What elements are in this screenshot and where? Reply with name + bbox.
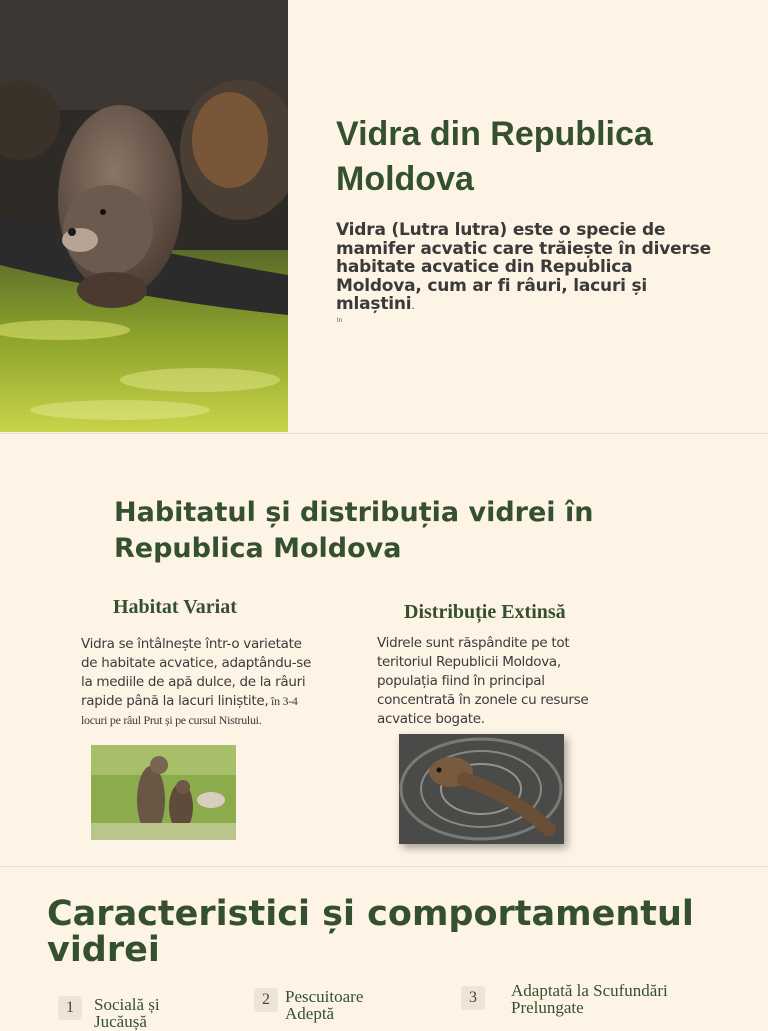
- feature-label: Socială și Jucăușă: [94, 995, 160, 1031]
- otter-swimming-photo: [399, 734, 564, 844]
- habitat-variat-main: Vidra se întâlnește într-o varietate de habitate acvatice, adaptându-se la mediile de apă dulce, de la râuri rapide până la lacuri liniștite,: [81, 636, 312, 709]
- feature-number: 3: [461, 986, 485, 1010]
- slide-intro: [0, 0, 768, 432]
- habitat-variat-extra: în 3-4 locuri pe râul Prut și pe cursul Nistrului.: [81, 694, 298, 727]
- page-title: Vidra din Republica Moldova: [336, 115, 653, 198]
- feature-item-2: [254, 988, 395, 1022]
- feature-label: Adaptată la Scufundări Prelungate: [511, 981, 668, 1017]
- distributie-text: Vidrele sunt răspândite pe tot teritoriul Republicii Moldova, populația fiind în principal concentrată în zonele cu resurse acvatice bogate.: [377, 635, 589, 727]
- feature-item-3: [461, 982, 711, 1016]
- intro-period: .: [411, 299, 415, 312]
- characteristics-title: Caracteristici și comportamentul vidrei: [47, 894, 694, 970]
- distributie-heading: Distribuție Extinsă: [404, 601, 566, 623]
- feature-item-1: [58, 996, 184, 1030]
- intro-paragraph: [336, 221, 716, 316]
- feature-number: 2: [254, 988, 278, 1012]
- otter-hero-photo: [0, 0, 288, 432]
- small-mark: tn: [337, 318, 343, 324]
- otters-grass-photo: [91, 745, 236, 840]
- feature-label: Pescuitoare Adeptă: [285, 987, 364, 1023]
- feature-number: 1: [58, 996, 82, 1020]
- habitat-variat-text: [81, 635, 321, 730]
- intro-text: Vidra (Lutra lutra) este o specie de mamifer acvatic care trăiește în diverse habitate acvatice din Republica Moldova, cum ar fi râuri, lacuri și mlaștini: [336, 220, 711, 314]
- habitat-variat-heading: Habitat Variat: [113, 596, 237, 618]
- habitat-title: Habitatul și distribuția vidrei în Republica Moldova: [114, 497, 594, 564]
